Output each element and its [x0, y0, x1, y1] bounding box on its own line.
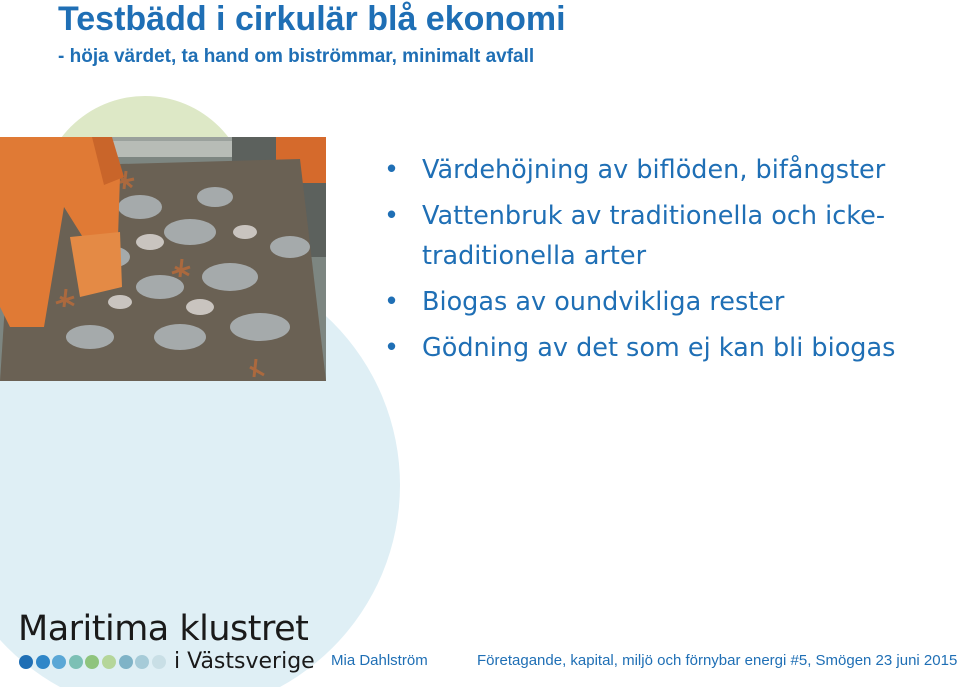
logo-dot [119, 655, 133, 669]
slide-title: Testbädd i cirkulär blå ekonomi [58, 0, 566, 38]
bullet-item [384, 196, 924, 276]
bullet-marker: • [384, 287, 400, 317]
logo-dot [19, 655, 33, 669]
logo-name: Maritima klustret [18, 609, 309, 649]
bullet-item [384, 150, 924, 190]
bullet-text: Vattenbruk av traditionella och icke-traditionella arter [422, 201, 886, 271]
bullet-text: Biogas av oundvikliga rester [422, 287, 785, 317]
footer-event: Företagande, kapital, miljö och förnybar energi #5, Smögen 23 juni 2015 [477, 652, 958, 669]
bullet-marker: • [384, 333, 400, 363]
bullet-text: Värdehöjning av biflöden, bifångster [422, 155, 886, 185]
logo-dot [135, 655, 149, 669]
logo-dots [19, 655, 168, 669]
bullet-marker: • [384, 201, 400, 231]
footer-author: Mia Dahlström [331, 652, 428, 669]
logo-dot [69, 655, 83, 669]
fish-catch-photo [0, 137, 326, 381]
bullet-marker: • [384, 155, 400, 185]
bullet-item [384, 328, 924, 368]
bullet-list [384, 150, 924, 374]
bullet-text: Gödning av det som ej kan bli biogas [422, 333, 896, 363]
logo-dot [152, 655, 166, 669]
logo-dot [85, 655, 99, 669]
bullet-item [384, 282, 924, 322]
slide-subtitle: - höja värdet, ta hand om biströmmar, minimalt avfall [58, 46, 535, 67]
logo-dot [102, 655, 116, 669]
logo-subtitle: i Västsverige [174, 649, 315, 674]
fish-catch-illustration [0, 137, 326, 381]
logo-dot [36, 655, 50, 669]
logo-dot [52, 655, 66, 669]
